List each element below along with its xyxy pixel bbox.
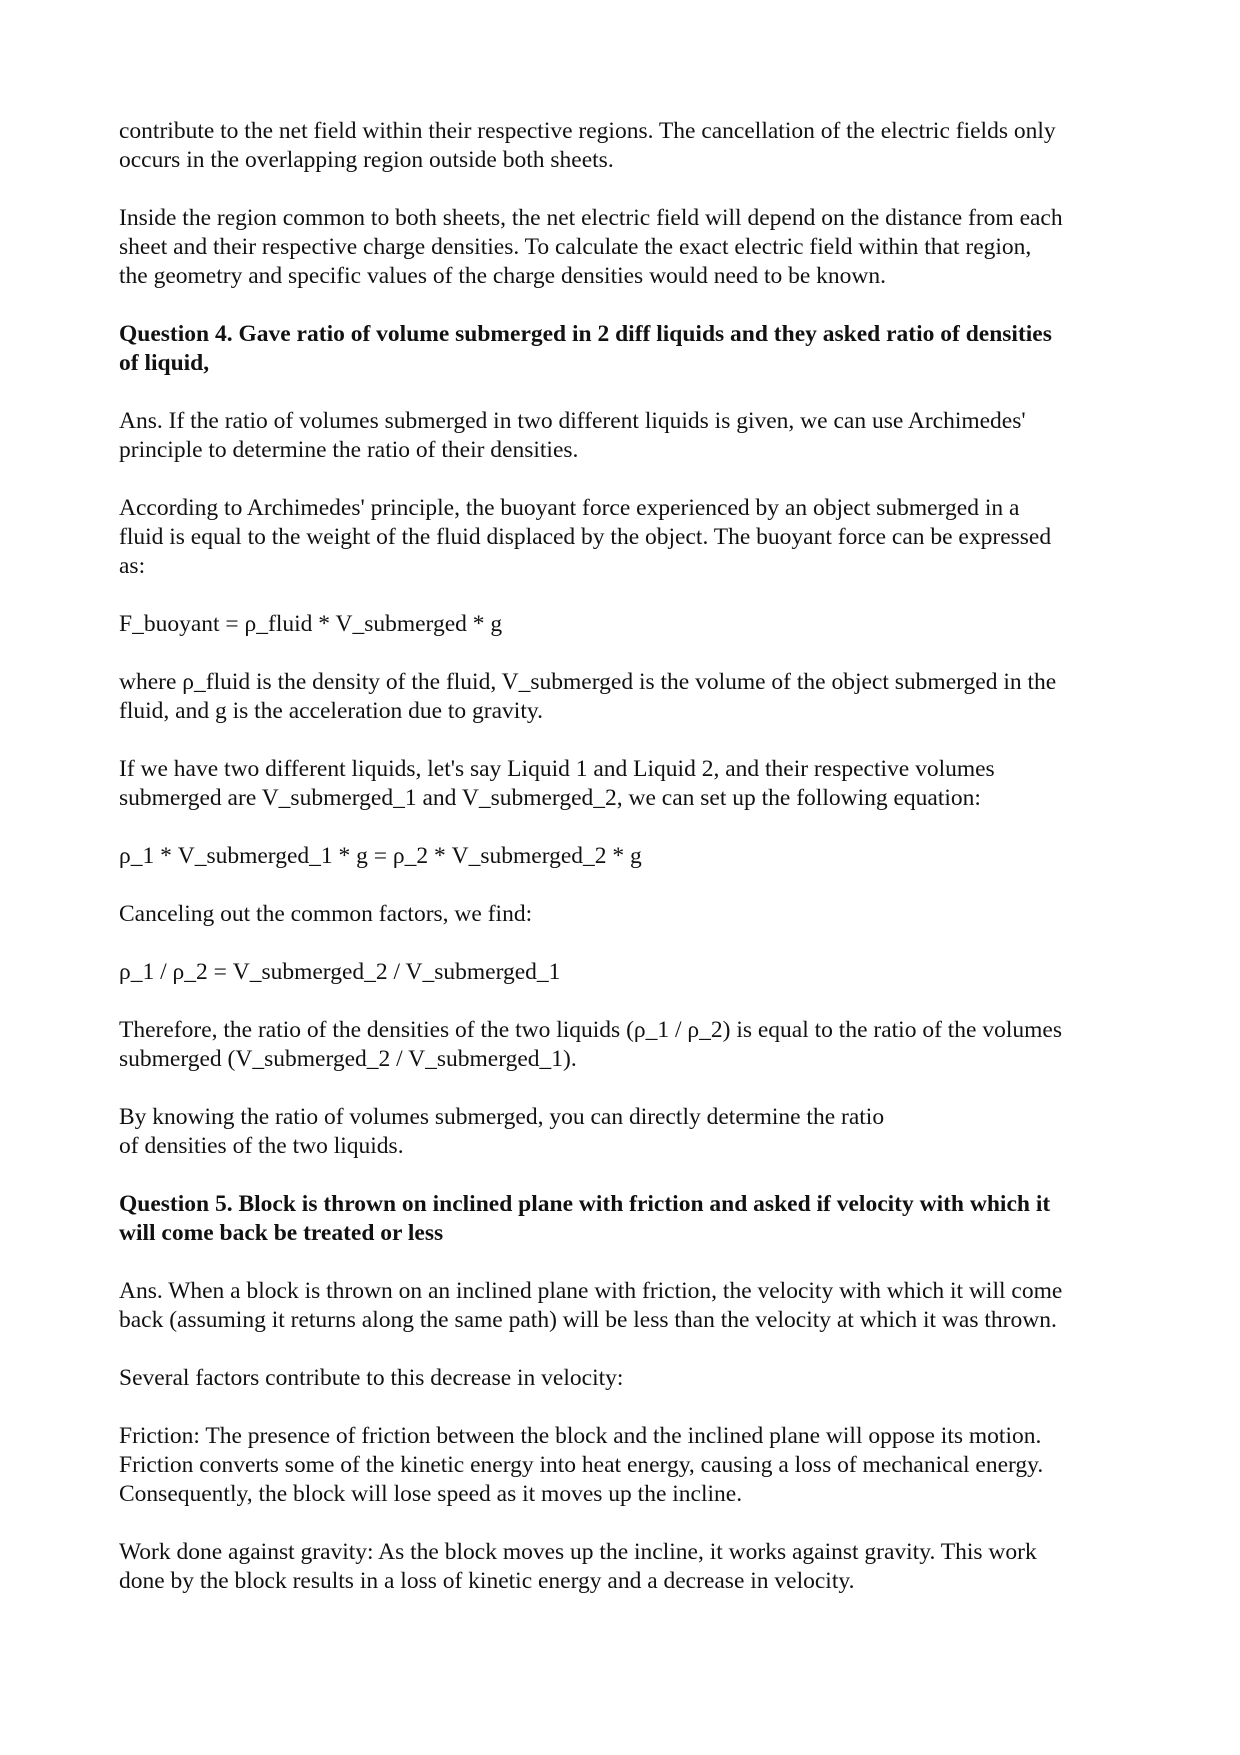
text-line: will come back be treated or less — [119, 1220, 444, 1246]
body-paragraph — [119, 842, 1129, 871]
text-line: Work done against gravity: As the block moves up the incline, it works against gravity. This work — [119, 1539, 1037, 1565]
body-paragraph — [119, 610, 1129, 639]
body-paragraph — [119, 1103, 1129, 1161]
body-paragraph — [119, 900, 1129, 929]
text-line: where ρ_fluid is the density of the fluid, V_submerged is the volume of the object submerged in the — [119, 669, 1057, 695]
text-line: ρ_1 / ρ_2 = V_submerged_2 / V_submerged_1 — [119, 959, 561, 985]
text-line: submerged are V_submerged_1 and V_submerged_2, we can set up the following equation: — [119, 785, 981, 811]
body-paragraph — [119, 1538, 1129, 1596]
body-paragraph — [119, 117, 1129, 175]
text-line: According to Archimedes' principle, the buoyant force experienced by an object submerged in a — [119, 495, 1020, 521]
text-line: Friction: The presence of friction between the block and the inclined plane will oppose its motion. — [119, 1423, 1042, 1449]
text-line: Inside the region common to both sheets, the net electric field will depend on the distance from each — [119, 205, 1063, 231]
text-line: sheet and their respective charge densities. To calculate the exact electric field within that region, — [119, 234, 1032, 260]
text-line: principle to determine the ratio of their densities. — [119, 437, 579, 463]
text-line: of densities of the two liquids. — [119, 1133, 404, 1159]
body-paragraph — [119, 1277, 1129, 1335]
text-line: If we have two different liquids, let's say Liquid 1 and Liquid 2, and their respective volumes — [119, 756, 995, 782]
body-paragraph — [119, 494, 1129, 581]
text-line: Question 4. Gave ratio of volume submerged in 2 diff liquids and they asked ratio of densities — [119, 321, 1052, 347]
text-line: Question 5. Block is thrown on inclined plane with friction and asked if velocity with which it — [119, 1191, 1051, 1217]
body-paragraph — [119, 755, 1129, 813]
text-line: back (assuming it returns along the same path) will be less than the velocity at which it was thrown. — [119, 1307, 1057, 1333]
document-page — [119, 117, 1129, 1625]
body-paragraph — [119, 668, 1129, 726]
text-line: submerged (V_submerged_2 / V_submerged_1). — [119, 1046, 577, 1072]
question-heading — [119, 1190, 1129, 1248]
text-line: the geometry and specific values of the charge densities would need to be known. — [119, 263, 886, 289]
text-line: contribute to the net field within their respective regions. The cancellation of the electric fields only — [119, 118, 1056, 144]
text-line: Friction converts some of the kinetic energy into heat energy, causing a loss of mechanical energy. — [119, 1452, 1044, 1478]
question-heading — [119, 320, 1129, 378]
body-paragraph — [119, 1422, 1129, 1509]
text-line: Therefore, the ratio of the densities of the two liquids (ρ_1 / ρ_2) is equal to the ratio of the volumes — [119, 1017, 1062, 1043]
text-line: of liquid, — [119, 350, 210, 376]
body-paragraph — [119, 204, 1129, 291]
body-paragraph — [119, 958, 1129, 987]
body-paragraph — [119, 1364, 1129, 1393]
text-line: as: — [119, 553, 146, 579]
text-line: done by the block results in a loss of kinetic energy and a decrease in velocity. — [119, 1568, 855, 1594]
text-line: fluid is equal to the weight of the fluid displaced by the object. The buoyant force can be expressed — [119, 524, 1052, 550]
text-line: Consequently, the block will lose speed as it moves up the incline. — [119, 1481, 743, 1507]
text-line: F_buoyant = ρ_fluid * V_submerged * g — [119, 611, 503, 637]
text-line: Ans. When a block is thrown on an inclined plane with friction, the velocity with which it will come — [119, 1278, 1063, 1304]
text-line: fluid, and g is the acceleration due to gravity. — [119, 698, 543, 724]
text-line: occurs in the overlapping region outside both sheets. — [119, 147, 614, 173]
text-line: By knowing the ratio of volumes submerged, you can directly determine the ratio — [119, 1104, 885, 1130]
text-line: Ans. If the ratio of volumes submerged in two different liquids is given, we can use Archimedes' — [119, 408, 1026, 434]
text-line: Canceling out the common factors, we find: — [119, 901, 533, 927]
text-line: ρ_1 * V_submerged_1 * g = ρ_2 * V_submerged_2 * g — [119, 843, 642, 869]
body-paragraph — [119, 1016, 1129, 1074]
body-paragraph — [119, 407, 1129, 465]
text-line: Several factors contribute to this decrease in velocity: — [119, 1365, 624, 1391]
